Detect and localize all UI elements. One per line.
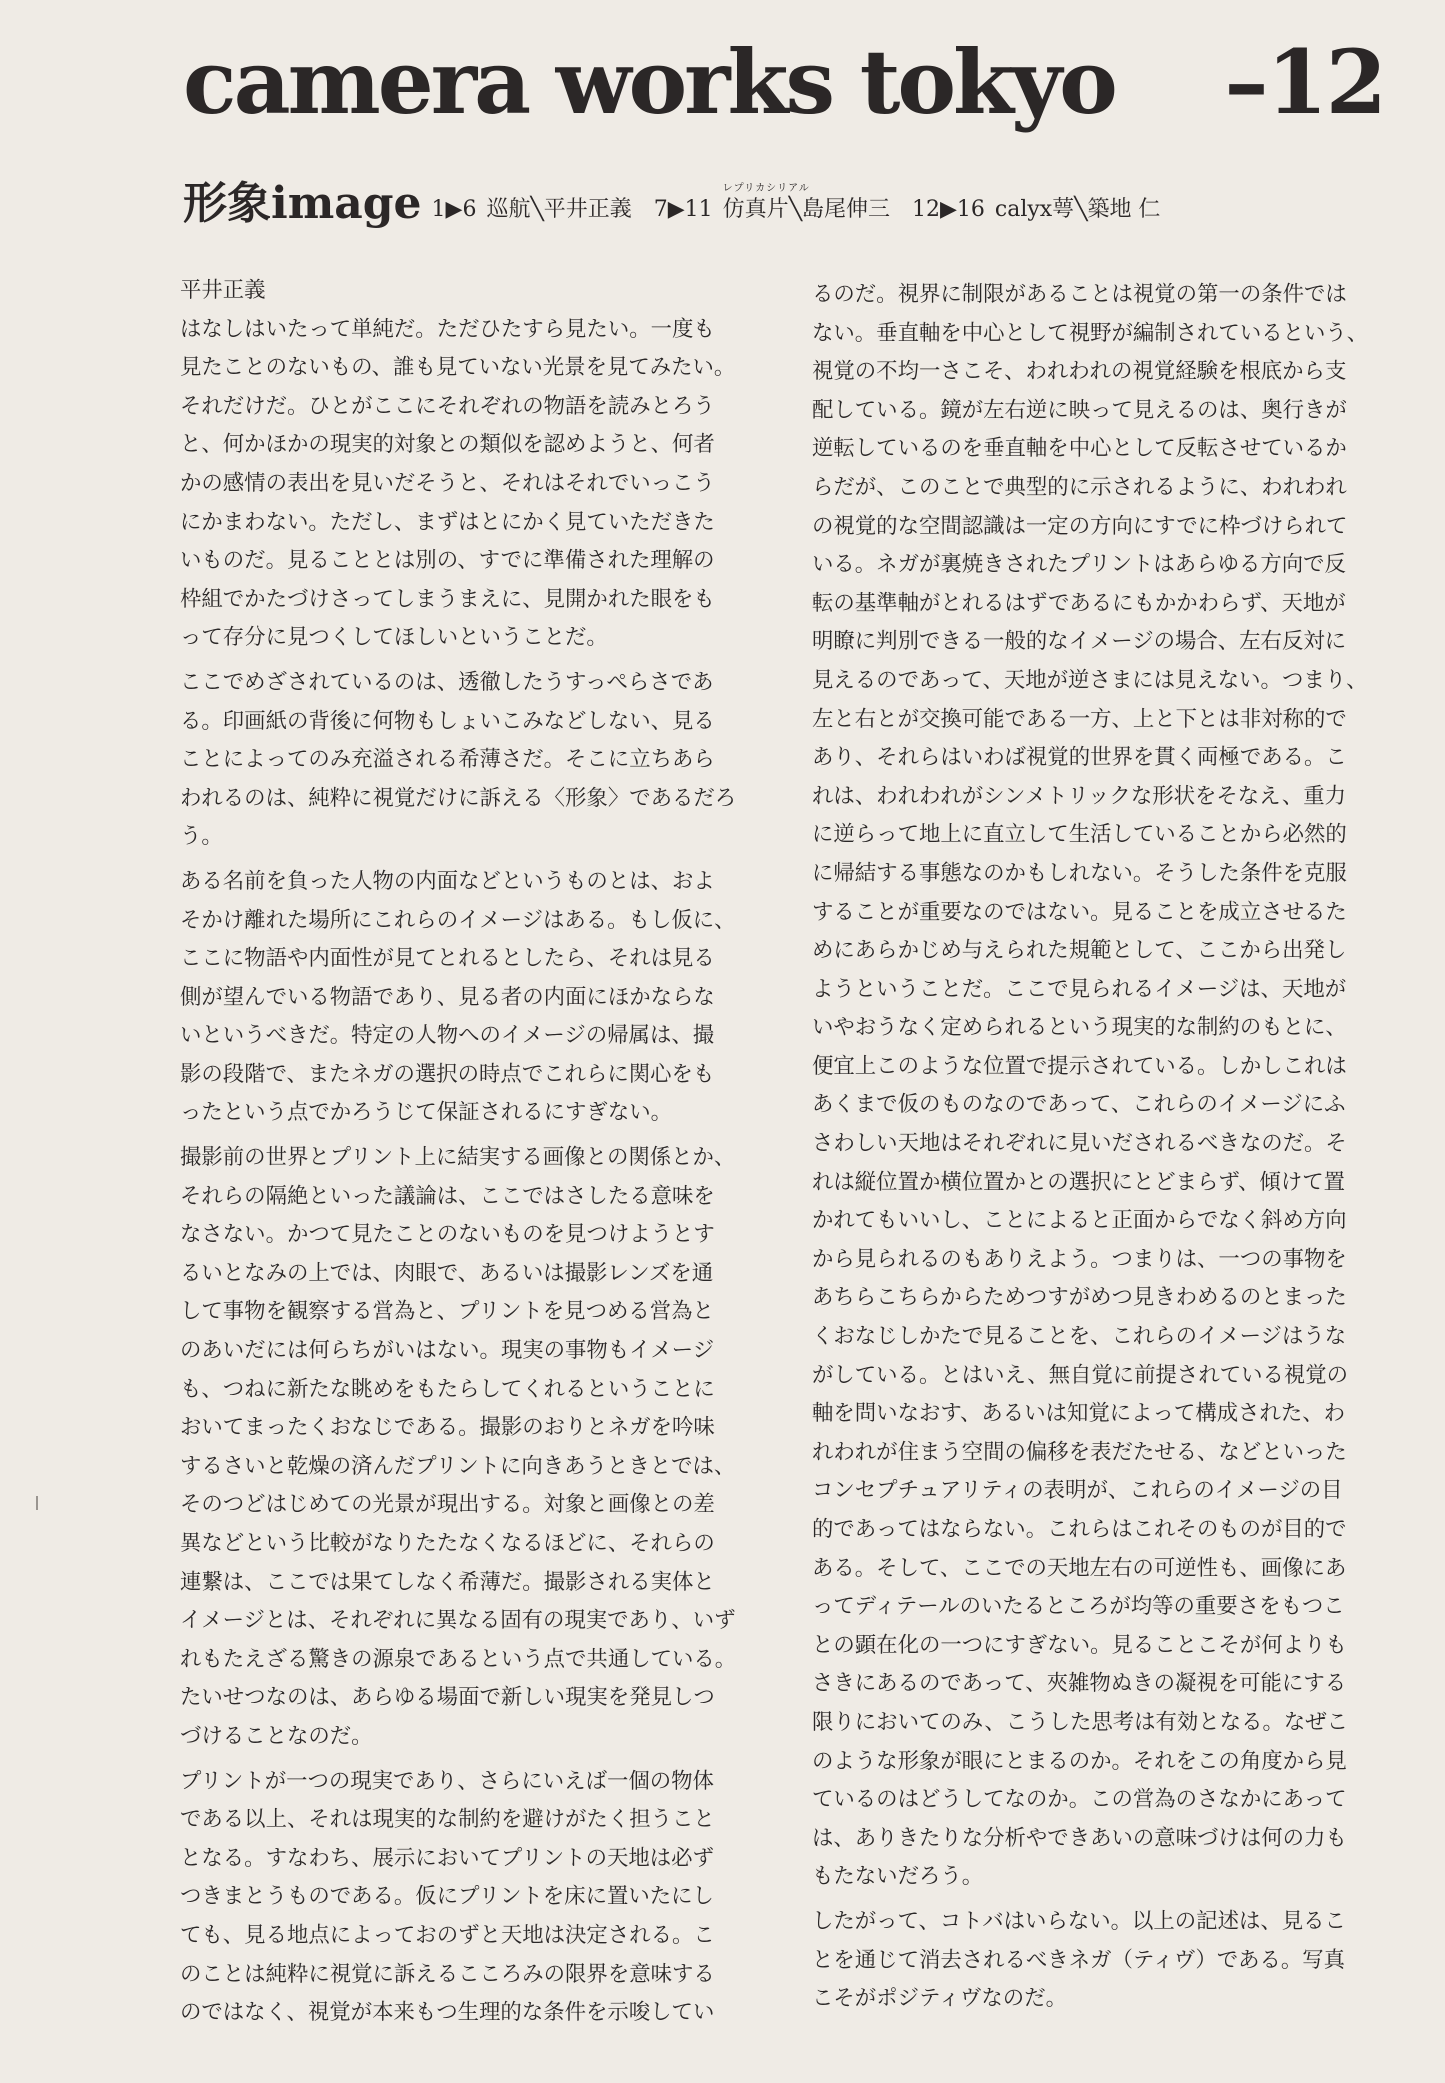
article-column-left bbox=[180, 272, 755, 2039]
text-line: かの感情の表出を見いだそうと、それはそれでいっこう bbox=[180, 470, 715, 496]
text-line: めにあらかじめ与えられた規範として、ここから出発し bbox=[812, 938, 1347, 964]
text-line: るのだ。視界に制限があることは視覚の第一の条件では bbox=[812, 282, 1347, 307]
magazine-title: camera works tokyo bbox=[183, 30, 1115, 134]
subtitle-row bbox=[183, 166, 1182, 229]
text-line: いる。ネガが裏焼きされたプリントはあらゆる方向で反 bbox=[812, 552, 1346, 578]
text-line: あちらこちらからためつすがめつ見きわめるのとまった bbox=[812, 1285, 1347, 1311]
text-line: は、ありきたりな分析やできあいの意味づけは何の力も bbox=[812, 1825, 1347, 1851]
text-line: のことは純粋に視覚に訴えるこころみの限界を意味する bbox=[180, 1961, 715, 1987]
text-line: 明瞭に判別できる一般的なイメージの場合、左右反対に bbox=[812, 629, 1347, 655]
text-line: 影の段階で、またネガの選択の時点でこれらに関心をも bbox=[180, 1061, 715, 1087]
text-line: ない。垂直軸を中心として視野が編制されているという、 bbox=[812, 320, 1369, 346]
text-line: さわしい天地はそれぞれに見いだされるべきなのだ。そ bbox=[812, 1131, 1347, 1157]
text-line: ことによってのみ充溢される希薄さだ。そこに立ちあら bbox=[180, 747, 715, 773]
text-line: そのつどはじめての光景が現出する。対象と画像との差 bbox=[180, 1492, 715, 1518]
article-paragraph bbox=[812, 1903, 1387, 2019]
credit-separator: ╲ bbox=[788, 196, 802, 222]
text-line: なさない。かつて見たことのないものを見つけようとす bbox=[180, 1222, 715, 1248]
text-line: つきまとうものである。仮にプリントを床に置いたにし bbox=[180, 1884, 714, 1910]
text-line: れもたえざる驚きの源泉であるという点で共通している。 bbox=[180, 1646, 737, 1672]
text-line: さきにあるのであって、夾雑物ぬきの凝視を可能にする bbox=[812, 1671, 1347, 1697]
credit-range: 1▶6 bbox=[431, 196, 477, 222]
text-line: ようということだ。ここで見られるイメージは、天地が bbox=[812, 976, 1347, 1002]
credit-work: calyx萼 bbox=[994, 196, 1075, 222]
text-line: る。印画紙の背後に何物もしょいこみなどしない、見る bbox=[180, 708, 715, 734]
text-line: ってディテールのいたるところが均等の重要さをもつこ bbox=[812, 1594, 1345, 1620]
text-line: れは縦位置か横位置かとの選択にとどまらず、傾けて置 bbox=[812, 1169, 1346, 1195]
text-line: ここでめざされているのは、透徹したうすっぺらさであ bbox=[180, 669, 714, 695]
text-line: もたないだろう。 bbox=[812, 1864, 984, 1890]
text-line: ある名前を負った人物の内面などというものとは、およ bbox=[180, 868, 715, 894]
text-line: 視覚の不均一さこそ、われわれの視覚経験を根底から支 bbox=[812, 359, 1347, 385]
text-line: われるのは、純粋に視覚だけに訴える〈形象〉であるだろ bbox=[180, 785, 737, 811]
text-line: あり、それらはいわば視覚的世界を貫く両極である。こ bbox=[812, 745, 1347, 771]
text-line: がしている。とはいえ、無自覚に前提されている視覚の bbox=[812, 1362, 1349, 1388]
text-line: 的であってはならない。これらはこれそのものが目的で bbox=[812, 1517, 1347, 1542]
text-line: のような形象が眼にとまるのか。それをこの角度から見 bbox=[812, 1748, 1347, 1774]
text-line: れは、われわれがシンメトリックな形状をそなえ、重力 bbox=[812, 783, 1347, 809]
margin-mark bbox=[36, 1496, 38, 1510]
text-line: することが重要なのではない。見ることを成立させるた bbox=[812, 899, 1347, 925]
text-line: のではなく、視覚が本来もつ生理的な条件を示唆してい bbox=[180, 2000, 715, 2026]
text-line: こそがポジティヴなのだ。 bbox=[812, 1986, 1067, 2012]
text-line: くおなじしかたで見ることを、これらのイメージはうな bbox=[812, 1324, 1347, 1350]
credit-item bbox=[912, 198, 1160, 222]
subtitle-japanese: 形象 bbox=[183, 178, 271, 229]
text-line: れわれが住まう空間の偏移を表だたせる、などといった bbox=[812, 1439, 1347, 1465]
article-paragraph bbox=[180, 311, 755, 658]
text-line: 異などという比較がなりたたなくなるほどに、それらの bbox=[180, 1531, 715, 1556]
text-line: ある。そして、ここでの天地左右の可逆性も、画像にあ bbox=[812, 1555, 1347, 1581]
article-paragraph bbox=[180, 1763, 755, 2033]
article-paragraph bbox=[180, 1139, 755, 1757]
text-line: ているのはどうしてなのか。この営為のさなかにあって bbox=[812, 1787, 1347, 1813]
text-line: との顕在化の一つにすぎない。見ることこそが何よりも bbox=[812, 1632, 1347, 1658]
text-line: おいてまったくおなじである。撮影のおりとネガを吟味 bbox=[180, 1415, 715, 1441]
credit-work: 巡航 bbox=[486, 196, 531, 222]
credit-artist: 築地 仁 bbox=[1087, 196, 1161, 222]
text-line: ったという点でかろうじて保証されるにすぎない。 bbox=[180, 1100, 672, 1126]
credit-range: 12▶16 bbox=[911, 196, 985, 222]
subtitle-english: image bbox=[271, 178, 422, 229]
text-line: のあいだには何らちがいはない。現実の事物もイメージ bbox=[180, 1338, 715, 1364]
credit-item bbox=[432, 198, 632, 222]
text-line: 連繋は、ここでは果てしなく希薄だ。撮影される実体と bbox=[180, 1569, 715, 1595]
credit-work-with-ruby bbox=[722, 182, 810, 222]
text-line: イメージとは、それぞれに異なる固有の現実であり、いず bbox=[180, 1608, 736, 1634]
text-line: するさいと乾燥の済んだプリントに向きあうときとでは、 bbox=[180, 1453, 736, 1479]
text-line: も、つねに新たな眺めをもたらしてくれるということに bbox=[180, 1376, 715, 1402]
text-line: 見たことのないもの、誰も見ていない光景を見てみたい。 bbox=[180, 355, 736, 381]
article-author: 平井正義 bbox=[180, 278, 266, 303]
text-line: に帰結する事態なのかもしれない。そうした条件を克服 bbox=[812, 860, 1347, 886]
text-line: るいとなみの上では、肉眼で、あるいは撮影レンズを通 bbox=[180, 1260, 714, 1286]
text-line: って存分に見つくしてほしいということだ。 bbox=[180, 625, 608, 651]
text-line: 見えるのであって、天地が逆さまには見えない。つまり、 bbox=[812, 667, 1368, 693]
text-line: かれてもいいし、ことによると正面からでなく斜め方向 bbox=[812, 1208, 1347, 1234]
text-line: たいせつなのは、あらゆる場面で新しい現実を発見しつ bbox=[180, 1685, 715, 1711]
credit-separator: ╲ bbox=[1074, 196, 1088, 222]
text-line: いというべきだ。特定の人物へのイメージの帰属は、撮 bbox=[180, 1023, 715, 1049]
text-line: にかまわない。ただし、まずはとにかく見ていただきた bbox=[180, 509, 715, 535]
article-paragraph bbox=[180, 863, 755, 1133]
text-line: 軸を問いなおす、あるいは知覚によって構成された、わ bbox=[812, 1401, 1346, 1427]
text-line: の視覚的な空間認識は一定の方向にすでに枠づけられて bbox=[812, 513, 1348, 539]
credit-work-ruby: レプリカシリアル bbox=[722, 182, 810, 194]
text-line: 撮影前の世界とプリント上に結実する画像との関係とか、 bbox=[180, 1145, 736, 1171]
text-line: 側が望んでいる物語であり、見る者の内面にほかならな bbox=[180, 984, 715, 1010]
issue-number: –12 bbox=[1224, 30, 1385, 134]
text-line: 左と右とが交換可能である一方、上と下とは非対称的で bbox=[812, 706, 1347, 732]
text-line: いものだ。見ることとは別の、すでに準備された理解の bbox=[180, 548, 715, 574]
text-line: づけることなのだ。 bbox=[180, 1723, 373, 1749]
credit-artist: 島尾伸三 bbox=[801, 196, 890, 222]
text-line: となる。すなわち、展示においてプリントの天地は必ず bbox=[180, 1845, 714, 1871]
text-line: 転の基準軸がとれるはずであるにもかかわらず、天地が bbox=[812, 590, 1346, 616]
text-line: う。 bbox=[180, 824, 223, 850]
text-line: と、何かほかの現実的対象との類似を認めようと、何者 bbox=[180, 432, 715, 458]
text-line: それらの隔絶といった議論は、ここではさしたる意味を bbox=[180, 1183, 715, 1209]
text-line: そかけ離れた場所にこれらのイメージはある。もし仮に、 bbox=[180, 907, 736, 933]
text-line: から見られるのもありえよう。つまりは、一つの事物を bbox=[812, 1246, 1347, 1272]
credit-work: 仿真片 bbox=[722, 196, 789, 222]
text-line: とを通じて消去されるべきネガ（ティヴ）である。写真 bbox=[812, 1947, 1346, 1973]
text-line: 逆転しているのを垂直軸を中心として反転させているか bbox=[812, 436, 1347, 462]
article-column-right bbox=[812, 276, 1387, 2025]
text-line: それだけだ。ひとがここにそれぞれの物語を読みとろう bbox=[180, 393, 715, 419]
text-line: 便宜上このような位置で提示されている。しかしこれは bbox=[812, 1053, 1347, 1079]
credit-artist: 平井正義 bbox=[543, 196, 632, 222]
text-line: あくまで仮のものなのであって、これらのイメージにふ bbox=[812, 1092, 1346, 1118]
credit-item bbox=[653, 182, 890, 222]
text-line: ここに物語や内面性が見てとれるとしたら、それは見る bbox=[180, 946, 715, 972]
photo-credits bbox=[431, 182, 1183, 226]
text-line: 配している。鏡が左右逆に映って見えるのは、奥行きが bbox=[812, 397, 1347, 423]
text-line: 限りにおいてのみ、こうした思考は有効となる。なぜこ bbox=[812, 1709, 1349, 1735]
text-line: 枠組でかたづけさってしまうまえに、見開かれた眼をも bbox=[180, 586, 715, 612]
text-line: である以上、それは現実的な制約を避けがたく担うこと bbox=[180, 1807, 715, 1833]
text-line: に逆らって地上に直立して生活していることから必然的 bbox=[812, 822, 1347, 848]
credit-range: 7▶11 bbox=[653, 196, 713, 222]
article-paragraph bbox=[180, 664, 755, 857]
article-paragraph bbox=[812, 276, 1387, 1897]
text-line: プリントが一つの現実であり、さらにいえば一個の物体 bbox=[180, 1768, 714, 1794]
text-line: したがって、コトバはいらない。以上の記述は、見るこ bbox=[812, 1908, 1346, 1934]
text-line: らだが、このことで典型的に示されるように、われわれ bbox=[812, 474, 1347, 500]
credit-separator: ╲ bbox=[530, 196, 544, 222]
text-line: いやおうなく定められるという現実的な制約のもとに、 bbox=[812, 1015, 1347, 1041]
text-line: コンセプチュアリティの表明が、これらのイメージの目 bbox=[812, 1478, 1343, 1504]
text-line: して事物を観察する営為と、プリントを見つめる営為と bbox=[180, 1299, 714, 1325]
text-line: ても、見る地点によっておのずと天地は決定される。こ bbox=[180, 1922, 715, 1948]
text-line: はなしはいたって単純だ。ただひたすら見たい。一度も bbox=[180, 316, 715, 342]
